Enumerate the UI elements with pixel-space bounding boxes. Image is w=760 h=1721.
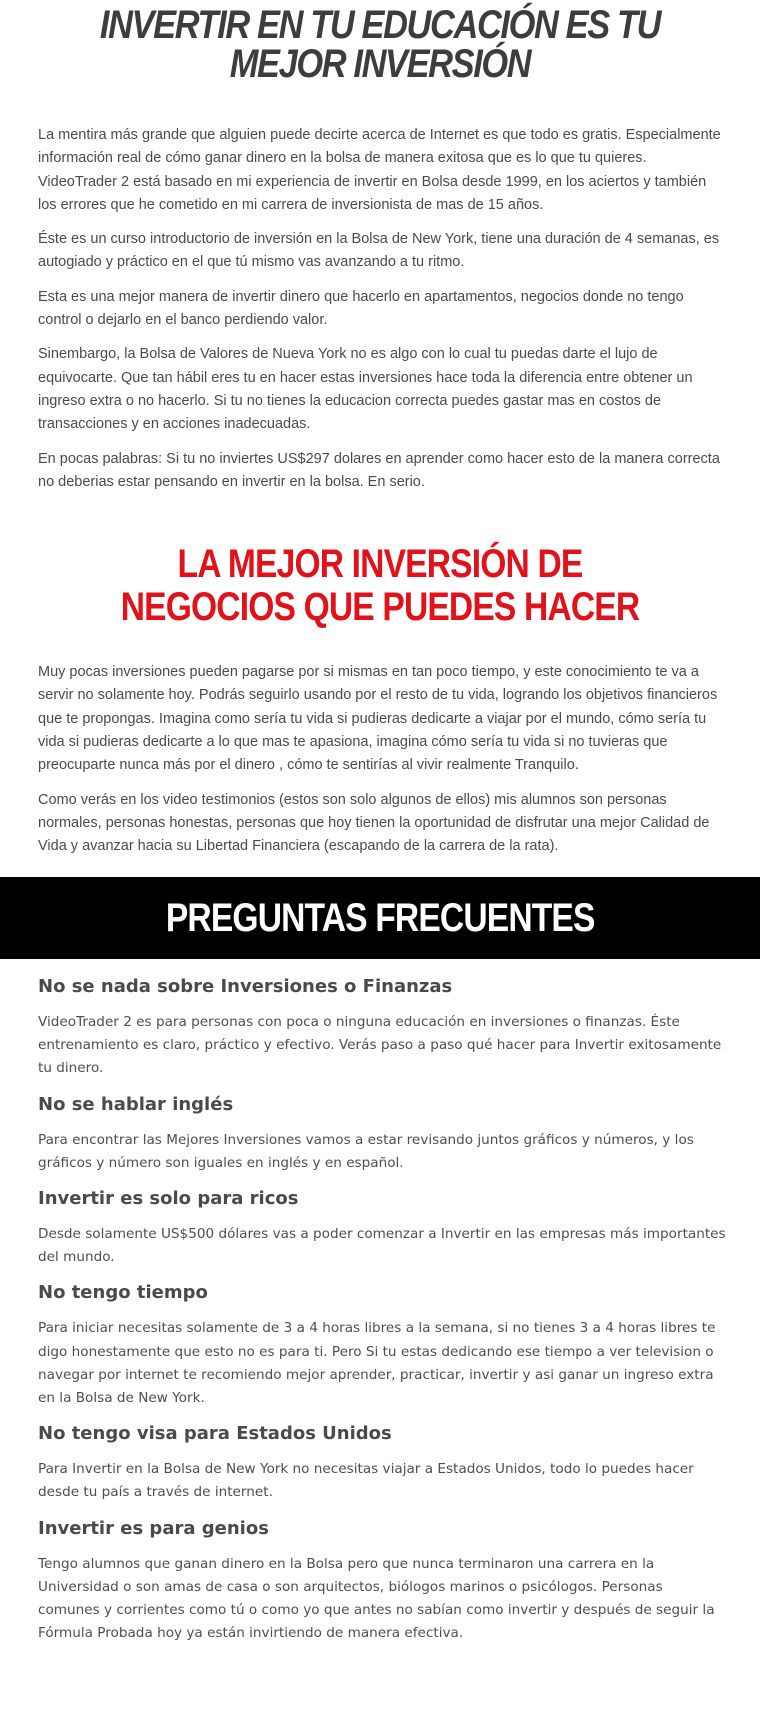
business-title: LA MEJOR INVERSIÓN DE NEGOCIOS QUE PUEDES HACER xyxy=(120,542,640,630)
faq-item xyxy=(38,975,728,1081)
business-paragraph: Como verás en los video testimonios (estos son solo algunos de ellos) mis alumnos son personas normales, personas honestas, personas que hoy tienen la oportunidad de disfrutar una mejor Calidad de Vida y avanzar hacia su Libertad Financiera (escapando de la carrera de la rata). xyxy=(38,791,710,855)
faq-item xyxy=(38,1281,728,1410)
faq-answer: Para Invertir en la Bolsa de New York no necesitas viajar a Estados Unidos, todo lo puedes hacer desde tu país a través de internet. xyxy=(38,1461,694,1501)
hero-title: INVERTIR EN TU EDUCACIÓN ES TU MEJOR INVERSIÓN xyxy=(99,3,661,86)
intro-paragraph: Esta es una mejor manera de invertir dinero que hacerlo en apartamentos, negocios donde no tengo control o dejarlo en el banco perdiendo valor. xyxy=(38,288,684,329)
intro-section xyxy=(0,0,760,859)
faq-section xyxy=(38,975,728,1657)
faq-answer: VideoTrader 2 es para personas con poca o ninguna educación en inversiones o finanzas. Éste entrenamiento es claro, práctico y efectivo. Verás paso a paso qué hacer para Invertir exitosamente tu dinero. xyxy=(38,1014,722,1077)
faq-item xyxy=(38,1187,728,1269)
faq-answer: Para encontrar las Mejores Inversiones vamos a estar revisando juntos gráficos y números, y los gráficos y número son iguales en inglés y en español. xyxy=(38,1131,694,1171)
faq-answer: Desde solamente US$500 dólares vas a poder comenzar a Invertir en las empresas más importantes del mundo. xyxy=(38,1226,726,1266)
faq-item xyxy=(38,1093,728,1175)
faq-question: No tengo tiempo xyxy=(38,1282,208,1304)
intro-paragraph: Sinembargo, la Bolsa de Valores de Nueva York no es algo con lo cual tu puedas darte el lujo de equivocarte. Que tan hábil eres tu en hacer estas inversiones hace toda la diferencia entre obtener un ingreso extra o no hacerlo. Si tu no tienes la educacion correcta puedes gastar mas en costos de transacciones y en acciones inadecuadas. xyxy=(38,346,693,433)
faq-question: No se hablar inglés xyxy=(38,1093,234,1115)
faq-question: Invertir es solo para ricos xyxy=(38,1188,299,1210)
intro-paragraph: En pocas palabras: Si tu no inviertes US$297 dolares en aprender como hacer esto de la manera correcta no deberias estar pensando en invertir en la bolsa. En serio. xyxy=(38,450,720,490)
faq-banner xyxy=(0,877,760,959)
faq-answer: Para iniciar necesitas solamente de 3 a 4 horas libres a la semana, si no tienes 3 a 4 horas libres te digo honestamente que esto no es para ti. Pero Si tu estas dedicando ese tiempo a ver television o navegar por internet te recomiendo mejor aprender, practicar, invertir y asi ganar un ingreso extra en la Bolsa de New York. xyxy=(38,1320,716,1407)
faq-item xyxy=(38,1517,728,1646)
faq-answer: Tengo alumnos que ganan dinero en la Bolsa pero que nunca terminaron una carrera en la Universidad o son amas de casa o son arquitectos, biólogos marinos o psicólogos. Personas comunes y corrientes como tú o como yo que antes no sabían como invertir y después de seguir la Fórmula Probada hoy ya están invirtiendo de manera efectiva. xyxy=(38,1555,715,1642)
faq-title: PREGUNTAS FRECUENTES xyxy=(165,895,595,940)
faq-question: No tengo visa para Estados Unidos xyxy=(38,1423,392,1445)
faq-question: Invertir es para genios xyxy=(38,1517,269,1539)
faq-question: No se nada sobre Inversiones o Finanzas xyxy=(38,976,453,997)
intro-paragraph: Éste es un curso introductorio de inversión en la Bolsa de New York, tiene una duración de 4 semanas, es autogiado y práctico en el que tú mismo vas avanzando a tu ritmo. xyxy=(38,231,720,271)
business-paragraph: Muy pocas inversiones pueden pagarse por si mismas en tan poco tiempo, y este conocimiento te va a servir no solamente hoy. Podrás seguirlo usando por el resto de tu vida, logrando los objetivos financieros que te propongas. Imagina como sería tu vida si pudieras dedicarte a viajar por el mundo, cómo sería tu vida si pudieras dedicarte a lo que mas te apasiona, imagina cómo sería tu vida si no tuvieras que preocuparte nunca más por el dinero , cómo te sentirías al vivir realmente Tranquilo. xyxy=(38,664,718,774)
faq-item xyxy=(38,1422,728,1504)
intro-paragraph: La mentira más grande que alguien puede decirte acerca de Internet es que todo es gratis. Especialmente información real de cómo ganar dinero en la bolsa de manera exitosa que es lo que tu quieres. VideoTrader 2 está basado en mi experiencia de invertir en Bolsa desde 1999, en los aciertos y también los errores que he cometido en mi carrera de inversionista de mas de 15 años. xyxy=(38,127,721,213)
